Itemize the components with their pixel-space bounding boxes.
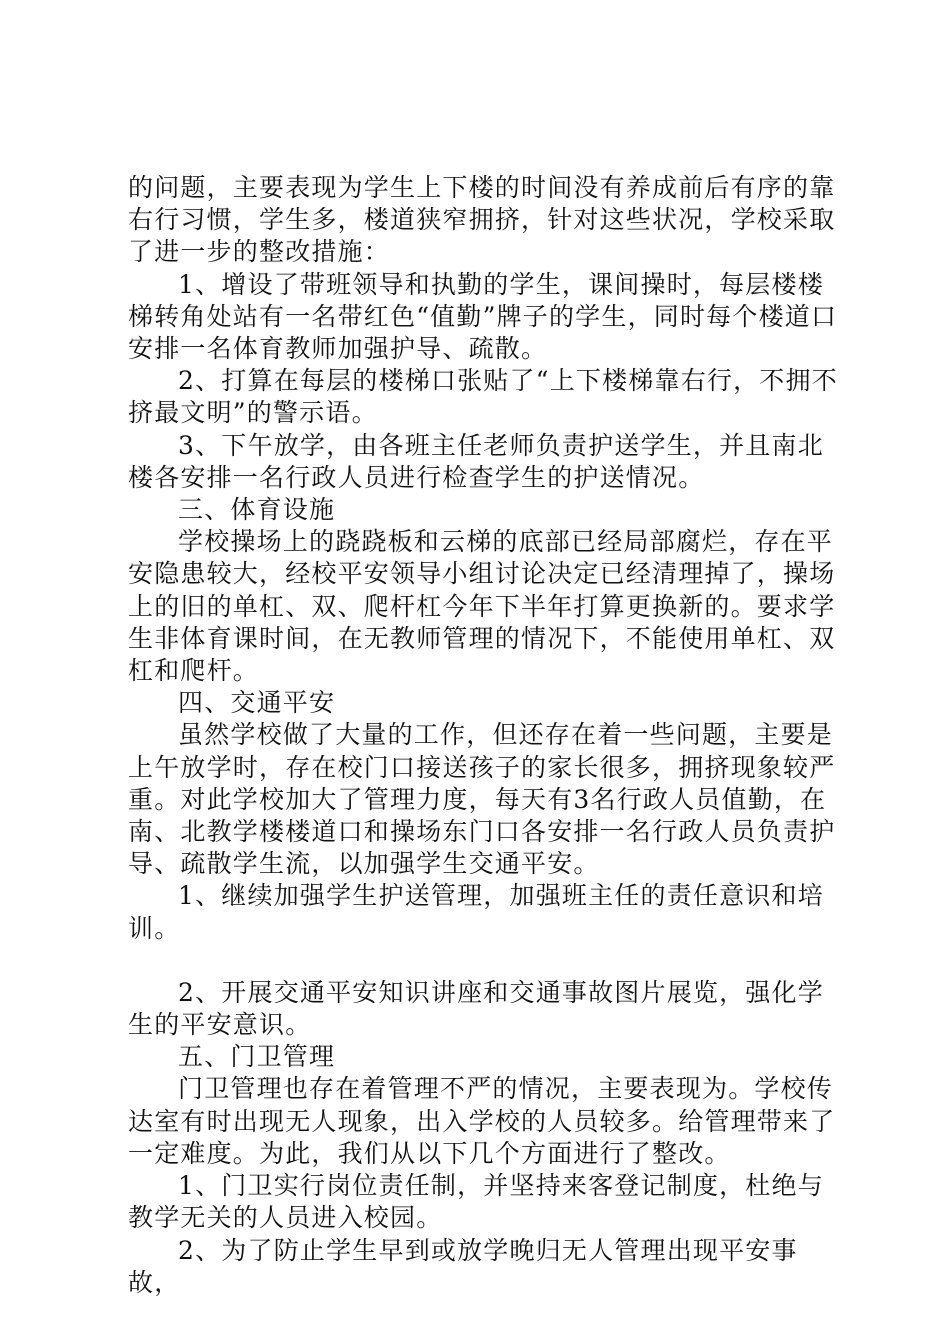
paragraph-measure-3: 3、下午放学，由各班主任老师负责护送学生，并且南北楼各安排一名行政人员进行检查学生的护送情况。: [128, 430, 824, 492]
paragraph-gate-management: 门卫管理也存在着管理不严的情况，主要表现为。学校传达室有时出现无人现象，出入学校的人员较多。给管理带来了一定难度。为此，我们从以下几个方面进行了整改。: [128, 1074, 836, 1168]
paragraph-measure-1: 1、增设了带班领导和执勤的学生，课间操时，每层楼楼梯转角处站有一名带红色“值勤”牌子的学生，同时每个楼道口安排一名体育教师加强护导、疏散。: [128, 269, 838, 364]
section-heading-traffic-safety: 四、交通平安: [178, 688, 336, 718]
paragraph-sports-facilities: 学校操场上的跷跷板和云梯的底部已经局部腐烂，存在平安隐患较大，经校平安领导小组讨论决定已经清理掉了，操场上的旧的单杠、双、爬杆杠今年下半年打算更换新的。要求学生非体育课时间，在无教师管理的情况下，不能使用单杠、双杠和爬杆。: [128, 527, 836, 686]
paragraph-traffic-safety: 虽然学校做了大量的工作，但还存在着一些问题，主要是上午放学时，存在校门口接送孩子的家长很多，拥挤现象较严重。对此学校加大了管理力度，每天有3名行政人员值勤，在南、北教学楼楼道口和操场东门口各安排一名行政人员负责护导、疏散学生流，以加强学生交通平安。: [128, 720, 836, 879]
document-body: [128, 172, 838, 1299]
section-heading-gate-management: 五、门卫管理: [178, 1042, 336, 1072]
paragraph-measure-2: 2、打算在每层的楼梯口张贴了“上下楼梯靠右行，不拥不挤最文明”的警示语。: [128, 366, 838, 428]
paragraph-intro: 的问题，主要表现为学生上下楼的时间没有养成前后有序的靠右行习惯，学生多，楼道狭窄拥挤，针对这些状况，学校采取了进一步的整改措施：: [128, 173, 836, 267]
section-heading-sports-facilities: 三、体育设施: [178, 495, 336, 525]
paragraph-gate-measure-1: 1、门卫实行岗位责任制，并坚持来客登记制度，杜绝与教学无关的人员进入校园。: [128, 1171, 824, 1233]
blank-line: [128, 945, 838, 977]
paragraph-traffic-measure-1: 1、继续加强学生护送管理，加强班主任的责任意识和培训。: [128, 881, 824, 943]
paragraph-traffic-measure-2: 2、开展交通平安知识讲座和交通事故图片展览，强化学生的平安意识。: [128, 977, 824, 1040]
paragraph-gate-measure-2: 2、为了防止学生早到或放学晚归无人管理出现平安事故，: [128, 1235, 798, 1297]
